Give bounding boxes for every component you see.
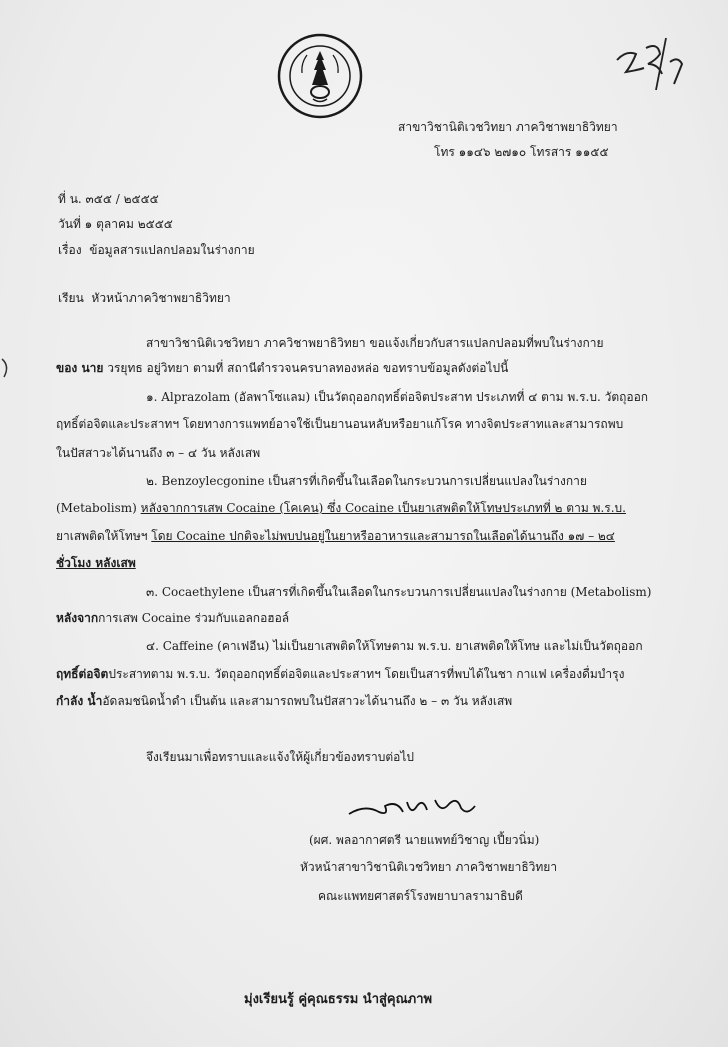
intro-bold: ของ นาย: [56, 361, 104, 375]
item3-line2: [56, 612, 289, 624]
item2-line2-underlined: หลังจากการเสพ Cocaine (โคเคน) ซึ่ง Cocaine เป็นยาเสพติดให้โทษประเภทที่ ๒ ตาม พ.ร.บ.: [140, 501, 626, 515]
university-seal-logo: [277, 33, 363, 119]
closing-line: จึงเรียนมาเพื่อทราบและแจ้งให้ผู้เกี่ยวข้องทราบต่อไป: [146, 750, 414, 764]
intro-paragraph-line1: สาขาวิชานิติเวชวิทยา ภาควิชาพยาธิวิทยา ขอแจ้งเกี่ยวกับสารแปลกปลอมที่พบในร่างกาย: [146, 336, 604, 350]
subject-label: เรื่อง: [58, 243, 82, 257]
item2-line2: [56, 502, 626, 514]
recipient-line: [58, 289, 231, 308]
item1-line3: ในปัสสาวะได้นานถึง ๓ – ๔ วัน หลังเสพ: [56, 446, 261, 460]
recipient-text: หัวหน้าภาควิชาพยาธิวิทยา: [91, 291, 231, 305]
item2-line1: ๒. Benzoylecgonine เป็นสารที่เกิดขึ้นในเลือดในกระบวนการเปลี่ยนแปลงในร่างกาย: [146, 474, 587, 488]
item4-line2-bold: ฤทธิ์ต่อจิต: [56, 667, 109, 681]
margin-mark: [0, 356, 14, 380]
intro-rest: วรยุทธ อยู่วิทยา ตามที่ สถานีตำรวจนครบาลทองหล่อ ขอทราบข้อมูลดังต่อไปนี้: [103, 361, 509, 375]
item2-line3-underlined: โดย Cocaine ปกติจะไม่พบปนอยู่ในยาหรืออาหารและสามารถในเลือดได้นานถึง ๑๗ – ๒๔: [151, 529, 615, 543]
subject-text: ข้อมูลสารแปลกปลอมในร่างกาย: [89, 243, 255, 257]
item2-line4: ชั่วโมง หลังเสพ: [56, 556, 136, 570]
recipient-label: เรียน: [58, 291, 84, 305]
item3-rest: การเสพ Cocaine ร่วมกับแอลกอฮอล์: [98, 611, 290, 625]
subject-line: [58, 241, 255, 260]
item4-line2-rest: ประสาทตาม พ.ร.บ. วัตถุออกฤทธิ์ต่อจิตและประสาทฯ โดยเป็นสารที่พบได้ในชา กาแฟ เครื่องดื่มบำรุง: [108, 667, 625, 681]
signatory-name: (ผศ. พลอากาศตรี นายแพทย์วิชาญ เปี้ยวนิ่ม): [309, 833, 540, 847]
signatory-title-1: หัวหน้าสาขาวิชานิติเวชวิทยา ภาควิชาพยาธิวิทยา: [300, 860, 558, 874]
item3-bold: หลังจาก: [56, 611, 99, 625]
handwritten-page-mark: [612, 34, 692, 94]
item1-line2: ฤทธิ์ต่อจิตและประสาทฯ โดยทางการแพทย์อาจใช้เป็นยานอนหลับหรือยาแก้โรค ทางจิตประสาทและสามารถพบ: [56, 417, 624, 431]
item3-line1: ๓. Cocaethylene เป็นสารที่เกิดขึ้นในเลือดในกระบวนการเปลี่ยนแปลงในร่างกาย (Metabolism): [146, 585, 652, 599]
letter-date: วันที่ ๑ ตุลาคม ๒๕๕๕: [58, 217, 173, 231]
intro-paragraph-line2: [56, 362, 508, 374]
item2-line3: [56, 530, 615, 542]
handwritten-signature: [345, 786, 485, 826]
department-header: สาขาวิชานิติเวชวิทยา ภาควิชาพยาธิวิทยา: [398, 120, 618, 134]
item4-line3: [56, 695, 512, 707]
item1-line1: ๑. Alprazolam (อัลพาโซแลม) เป็นวัตถุออกฤทธิ์ต่อจิตประสาท ประเภทที่ ๔ ตาม พ.ร.บ. วัตถุออก: [146, 390, 649, 404]
item2-line3-a: ยาเสพติดให้โทษฯ: [56, 529, 152, 543]
reference-number: ที่ น. ๓๕๕ / ๒๕๕๕: [58, 192, 159, 206]
item4-line3-rest: อัดลมชนิดน้ำดำ เป็นต้น และสามารถพบในปัสสาวะได้นานถึง ๒ – ๓ วัน หลังเสพ: [102, 694, 513, 708]
item4-line3-bold: กำลัง น้ำ: [56, 694, 103, 708]
footer-motto: มุ่งเรียนรู้ คู่คุณธรรม นำสู่คุณภาพ: [244, 992, 433, 1007]
item4-line1: ๔. Caffeine (คาเฟอีน) ไม่เป็นยาเสพติดให้โทษตาม พ.ร.บ. ยาเสพติดให้โทษ และไม่เป็นวัตถุออก: [146, 639, 643, 653]
item4-line2: [56, 668, 624, 680]
item2-line2-a: (Metabolism): [56, 501, 141, 515]
signatory-title-2: คณะแพทยศาสตร์โรงพยาบาลรามาธิบดี: [318, 889, 523, 903]
contact-numbers: โทร ๑๑๔๖ ๒๗๑๐ โทรสาร ๑๑๕๕: [434, 145, 609, 159]
